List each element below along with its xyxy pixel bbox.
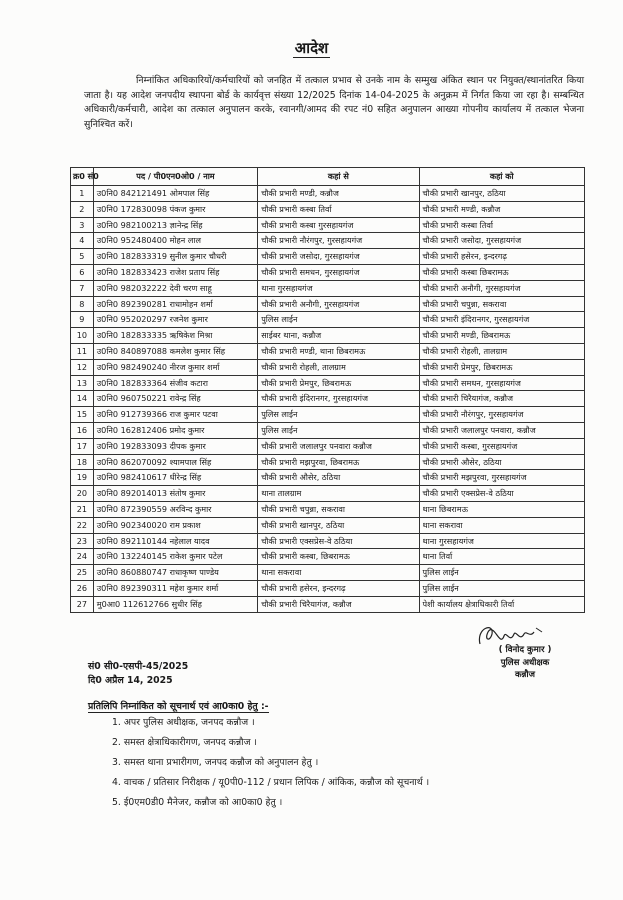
- row-name: मु0आ0 112612766 सुधीर सिंह: [93, 596, 257, 612]
- row-sn: 2: [71, 201, 94, 217]
- copy-to-item: 1. अपर पुलिस अधीक्षक, जनपद कन्नौज ।: [112, 717, 255, 728]
- table-row: [71, 422, 585, 438]
- row-to: थाना गुरसहायगंज: [419, 533, 584, 549]
- row-from: चौकी प्रभारी अनौगी, गुरसहायगंज: [258, 296, 419, 312]
- row-from: थाना तालग्राम: [258, 486, 419, 502]
- signatory-name: ( विनोद कुमार ): [498, 645, 552, 655]
- row-from: चौकी प्रभारी नौरंगपुर, गुरसहायगंज: [258, 233, 419, 249]
- row-to: चौकी प्रभारी कस्बा, गुरसहायगंज: [419, 438, 584, 454]
- table-row: [71, 186, 585, 202]
- row-sn: 3: [71, 217, 94, 233]
- row-from: थाना गुरसहायगंज: [258, 280, 419, 296]
- row-to: चौकी प्रभारी जलालपुर पनवारा, कन्नौज: [419, 422, 584, 438]
- table-row: [71, 264, 585, 280]
- row-from: चौकी प्रभारी मझपुरवा, छिबरामऊ: [258, 454, 419, 470]
- row-name: उ0नि0 952020297 रजनेश कुमार: [93, 312, 257, 328]
- row-sn: 7: [71, 280, 94, 296]
- row-to: थाना तिर्वा: [419, 549, 584, 565]
- row-from: पुलिस लाईन: [258, 407, 419, 423]
- row-name: उ0नि0 960750221 रावेन्द्र सिंह: [93, 391, 257, 407]
- row-to: चौकी प्रभारी चिरैयागंज, कन्नौज: [419, 391, 584, 407]
- table-row: [71, 280, 585, 296]
- table-row: [71, 296, 585, 312]
- table-row: [71, 328, 585, 344]
- row-to: चौकी प्रभारी मण्डी, छिबरामऊ: [419, 328, 584, 344]
- copy-to-heading-text: प्रतिलिपि निम्नांकित को सूचनार्थ एवं आ0का0 हेतु :-: [88, 701, 269, 712]
- row-to: चौकी प्रभारी नौरंगपुर, गुरसहायगंज: [419, 407, 584, 423]
- row-sn: 20: [71, 486, 94, 502]
- row-name: उ0नि0 982410617 धीरेन्द्र सिंह: [93, 470, 257, 486]
- order-paragraph-text: निम्नांकित अधिकारियों/कर्मचारियों को जनहित में तत्काल प्रभाव से उनके नाम के सम्मुख अंकित स्थान पर नियुक्त/स्थानांतरित किया जाता है। यह आदेश जनपदीय स्थापना बोर्ड के कार्यवृत्त संख्या 12/2025 दिनांक 14-04-2025 के अनुक्रम में निर्गत किया जा रहा है। सम्बन्धित अधिकारी/कर्मचारी, आदेश का तत्काल अनुपालन करके, रवानगी/आमद की रपट नं0 सहित अनुपालन आख्या गोपनीय कार्यालय में तत्काल भेजना सुनिश्चित करें।: [84, 75, 584, 130]
- table-row: [71, 533, 585, 549]
- table-row: [71, 580, 585, 596]
- reference-block: [88, 660, 188, 688]
- row-from: चौकी प्रभारी रोहली, तालग्राम: [258, 359, 419, 375]
- table-row: [71, 375, 585, 391]
- row-sn: 6: [71, 264, 94, 280]
- title-text: आदेश: [294, 39, 329, 57]
- table-row: [71, 549, 585, 565]
- table-row: [71, 343, 585, 359]
- row-name: उ0नि0 162812406 प्रमोद कुमार: [93, 422, 257, 438]
- row-from: चौकी प्रभारी कस्बा, छिबरामऊ: [258, 549, 419, 565]
- row-from: चौकी प्रभारी कस्बा तिर्वा: [258, 201, 419, 217]
- table-row: [71, 233, 585, 249]
- reference-date: दि0 अप्रैल 14, 2025: [88, 675, 173, 686]
- header-name: पद / पी0एन0ओ0 / नाम: [93, 168, 257, 186]
- row-from: पुलिस लाईन: [258, 312, 419, 328]
- row-to: चौकी प्रभारी कस्बा छिबरामऊ: [419, 264, 584, 280]
- row-name: उ0नि0 912739366 राज कुमार पटवा: [93, 407, 257, 423]
- transfer-table: [70, 167, 585, 613]
- copy-to-item: 2. समस्त क्षेत्राधिकारीगण, जनपद कन्नौज ।: [112, 737, 257, 748]
- copy-to-item: 4. वाचक / प्रतिसार निरीक्षक / यू0पी0-112 / प्रधान लिपिक / आंकिक, कन्नौज को सूचनार्थ ।: [112, 777, 430, 788]
- table-row: [71, 565, 585, 581]
- row-from: चौकी प्रभारी जसोदा, गुरसहायगंज: [258, 249, 419, 265]
- table-row: [71, 391, 585, 407]
- row-name: उ0नि0 182833335 ऋषिकेश मिश्रा: [93, 328, 257, 344]
- row-name: उ0नि0 840897088 कमलेश कुमार सिंह: [93, 343, 257, 359]
- row-name: उ0नि0 182833423 राजेश प्रताप सिंह: [93, 264, 257, 280]
- reference-number: सं0 सी0-एसपी-45/2025: [88, 661, 189, 672]
- row-from: साईबर थाना, कन्नौज: [258, 328, 419, 344]
- row-name: उ0नि0 182833319 सुनील कुमार चौधरी: [93, 249, 257, 265]
- table-row: [71, 470, 585, 486]
- row-sn: 8: [71, 296, 94, 312]
- row-sn: 9: [71, 312, 94, 328]
- table-row: [71, 201, 585, 217]
- row-name: उ0नि0 892110144 नहेलाल यादव: [93, 533, 257, 549]
- row-to: चौकी प्रभारी मण्डी, कन्नौज: [419, 201, 584, 217]
- row-sn: 13: [71, 375, 94, 391]
- copy-to-list: [112, 717, 429, 817]
- row-name: उ0नि0 892390281 राधामोहन शर्मा: [93, 296, 257, 312]
- row-name: उ0नि0 892390311 महेश कुमार शर्मा: [93, 580, 257, 596]
- signatory-district: कन्नौज: [514, 670, 536, 680]
- header-to: कहां को: [419, 168, 584, 186]
- row-sn: 17: [71, 438, 94, 454]
- row-name: उ0नि0 872390559 अरविन्द कुमार: [93, 501, 257, 517]
- row-name: उ0नि0 860880747 राधाकृष्ण पाण्डेय: [93, 565, 257, 581]
- row-sn: 26: [71, 580, 94, 596]
- row-to: चौकी प्रभारी प्रेमपुर, छिबरामऊ: [419, 359, 584, 375]
- copy-to-item: 5. ई0एम0डी0 मैनेजर, कन्नौज को आ0का0 हेतु ।: [112, 797, 283, 808]
- row-sn: 4: [71, 233, 94, 249]
- row-name: उ0नि0 982490240 नीरज कुमार शर्मा: [93, 359, 257, 375]
- table-row: [71, 217, 585, 233]
- row-name: उ0नि0 982032222 देवी चरण साहू: [93, 280, 257, 296]
- row-sn: 5: [71, 249, 94, 265]
- row-from: थाना सकरावा: [258, 565, 419, 581]
- row-sn: 23: [71, 533, 94, 549]
- row-from: चौकी प्रभारी औसेर, ठठिया: [258, 470, 419, 486]
- header-from: कहां से: [258, 168, 419, 186]
- table-row: [71, 486, 585, 502]
- row-from: चौकी प्रभारी इंदिरानगर, गुरसहायगंज: [258, 391, 419, 407]
- row-from: चौकी प्रभारी एक्सप्रेस-वे ठठिया: [258, 533, 419, 549]
- row-sn: 11: [71, 343, 94, 359]
- row-from: चौकी प्रभारी चिरैयागंज, कन्नौज: [258, 596, 419, 612]
- row-to: चौकी प्रभारी हसेरन, इन्दरगढ़: [419, 249, 584, 265]
- row-from: चौकी प्रभारी प्रेमपुर, छिबरामऊ: [258, 375, 419, 391]
- row-name: उ0नि0 182833364 संजीव कटारा: [93, 375, 257, 391]
- signatory-designation: पुलिस अधीक्षक: [500, 657, 550, 668]
- row-sn: 25: [71, 565, 94, 581]
- row-sn: 18: [71, 454, 94, 470]
- row-from: चौकी प्रभारी कस्बा गुरसहायगंज: [258, 217, 419, 233]
- table-row: [71, 596, 585, 612]
- row-from: चौकी प्रभारी जलालपुर पनवारा कन्नौज: [258, 438, 419, 454]
- row-sn: 16: [71, 422, 94, 438]
- row-to: चौकी प्रभारी अनौगी, गुरसहायगंज: [419, 280, 584, 296]
- row-sn: 12: [71, 359, 94, 375]
- row-to: चौकी प्रभारी इंदिरानगर, गुरसहायगंज: [419, 312, 584, 328]
- row-sn: 1: [71, 186, 94, 202]
- row-sn: 22: [71, 517, 94, 533]
- table-row: [71, 438, 585, 454]
- table-row: [71, 407, 585, 423]
- row-from: चौकी प्रभारी चपुन्ना, सकरावा: [258, 501, 419, 517]
- row-to: चौकी प्रभारी मझपुरवा, गुरसहायगंज: [419, 470, 584, 486]
- row-sn: 10: [71, 328, 94, 344]
- table-row: [71, 359, 585, 375]
- order-paragraph: [84, 74, 584, 132]
- row-to: थाना छिबरामऊ: [419, 501, 584, 517]
- row-to: चौकी प्रभारी औसेर, ठठिया: [419, 454, 584, 470]
- row-sn: 15: [71, 407, 94, 423]
- row-to: चौकी प्रभारी एक्सप्रेस-वे ठठिया: [419, 486, 584, 502]
- row-name: उ0नि0 192833093 दीपक कुमार: [93, 438, 257, 454]
- row-to: चौकी प्रभारी जसोदा, गुरसहायगंज: [419, 233, 584, 249]
- table-row: [71, 312, 585, 328]
- table-body: [71, 186, 585, 613]
- row-sn: 19: [71, 470, 94, 486]
- row-from: चौकी प्रभारी मण्डी, थाना छिबरामऊ: [258, 343, 419, 359]
- row-name: उ0नि0 132240145 राकेश कुमार पटेल: [93, 549, 257, 565]
- row-sn: 21: [71, 501, 94, 517]
- row-sn: 27: [71, 596, 94, 612]
- signatory-block: [470, 644, 580, 682]
- table-row: [71, 249, 585, 265]
- row-name: उ0नि0 982100213 ज्ञानेन्द्र सिंह: [93, 217, 257, 233]
- table-row: [71, 517, 585, 533]
- row-to: चौकी प्रभारी खानपुर, ठठिया: [419, 186, 584, 202]
- row-sn: 14: [71, 391, 94, 407]
- row-name: उ0नि0 952480400 मोहन लाल: [93, 233, 257, 249]
- row-to: चौकी प्रभारी रोहली, तालग्राम: [419, 343, 584, 359]
- row-from: चौकी प्रभारी खानपुर, ठठिया: [258, 517, 419, 533]
- row-name: उ0नि0 172830098 पंकज कुमार: [93, 201, 257, 217]
- row-to: चौकी प्रभारी कस्बा तिर्वा: [419, 217, 584, 233]
- row-from: चौकी प्रभारी समधन, गुरसहायगंज: [258, 264, 419, 280]
- table-header-row: [71, 168, 585, 186]
- row-to: पेशी कार्यालय क्षेत्राधिकारी तिर्वा: [419, 596, 584, 612]
- document-title: [0, 38, 623, 58]
- row-from: चौकी प्रभारी हसेरन, इन्दरगढ़: [258, 580, 419, 596]
- row-to: पुलिस लाईन: [419, 565, 584, 581]
- row-to: थाना सकरावा: [419, 517, 584, 533]
- row-name: उ0नि0 862070092 श्यामपाल सिंह: [93, 454, 257, 470]
- row-name: उ0नि0 902340020 राम प्रकाश: [93, 517, 257, 533]
- row-to: पुलिस लाईन: [419, 580, 584, 596]
- row-from: पुलिस लाईन: [258, 422, 419, 438]
- row-from: चौकी प्रभारी मण्डी, कन्नौज: [258, 186, 419, 202]
- row-to: चौकी प्रभारी चपुन्ना, सकरावा: [419, 296, 584, 312]
- row-name: उ0नि0 892014013 संतोष कुमार: [93, 486, 257, 502]
- copy-to-heading: [88, 700, 269, 714]
- row-to: चौकी प्रभारी समधन, गुरसहायगंज: [419, 375, 584, 391]
- row-name: उ0नि0 842121491 ओमपाल सिंह: [93, 186, 257, 202]
- row-sn: 24: [71, 549, 94, 565]
- header-sn: क्र0 सं0: [71, 168, 94, 186]
- table-row: [71, 501, 585, 517]
- copy-to-item: 3. समस्त थाना प्रभारीगण, जनपद कन्नौज को अनुपालन हेतु ।: [112, 757, 319, 768]
- table-row: [71, 454, 585, 470]
